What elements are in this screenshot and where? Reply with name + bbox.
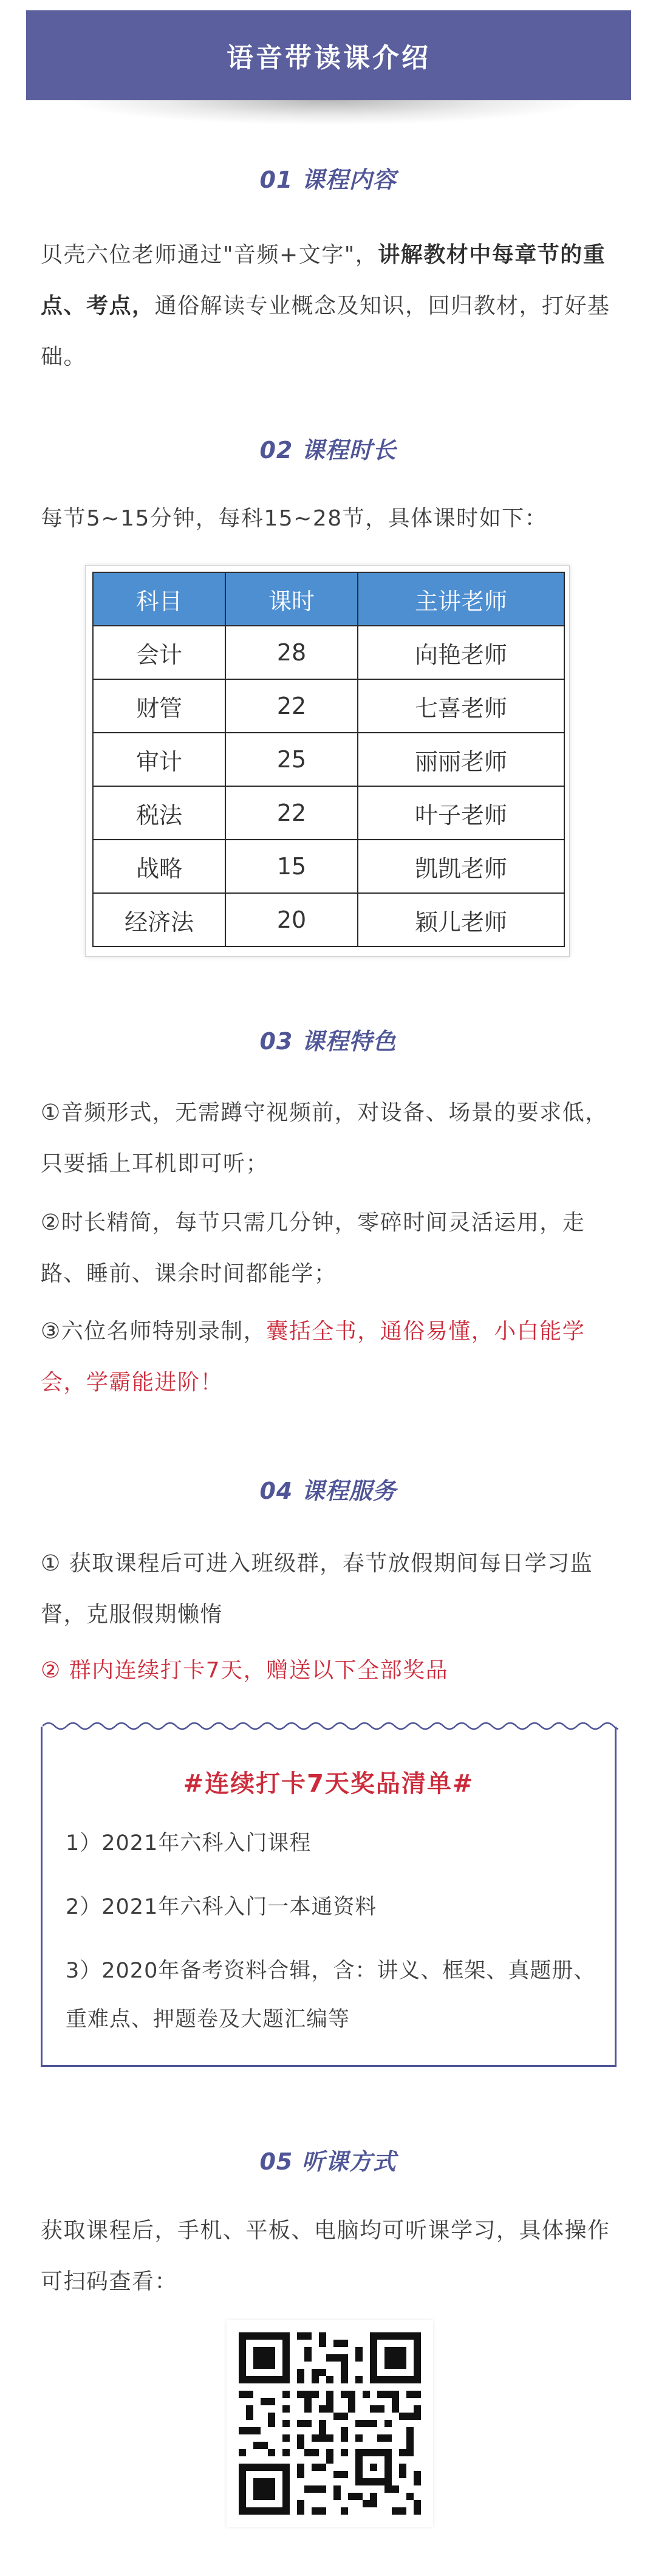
course-table bbox=[85, 565, 570, 957]
section-title-features: 03 课程特色 bbox=[259, 1028, 397, 1055]
cell-subject: 财管 bbox=[93, 679, 225, 733]
cell-hours: 25 bbox=[225, 733, 358, 786]
cell-teacher: 向艳老师 bbox=[358, 626, 564, 679]
table-row bbox=[93, 626, 564, 679]
qr-code-image bbox=[239, 2332, 421, 2515]
f3-text-a: ③六位名师特别录制， bbox=[41, 1319, 267, 1344]
feature-item bbox=[41, 1306, 615, 1408]
prize-title: #连续打卡7天奖品清单# bbox=[183, 1770, 474, 1798]
header-teacher: 主讲老师 bbox=[358, 572, 564, 626]
cell-teacher: 凯凯老师 bbox=[358, 840, 564, 893]
cell-hours: 28 bbox=[225, 626, 358, 679]
header-hours: 课时 bbox=[225, 572, 358, 626]
cell-hours: 22 bbox=[225, 679, 358, 733]
cell-subject: 经济法 bbox=[93, 893, 225, 947]
section-title-content: 01 课程内容 bbox=[259, 166, 397, 193]
prize-item: 3）2020年备考资料合辑，含：讲义、框架、真题册、重难点、押题卷及大题汇编等 bbox=[66, 1959, 596, 2032]
cell-teacher: 颖儿老师 bbox=[358, 893, 564, 947]
sv2-marker: ② bbox=[41, 1658, 69, 1683]
page-banner bbox=[26, 10, 631, 100]
qr-code[interactable] bbox=[227, 2320, 433, 2527]
cell-hours: 22 bbox=[225, 786, 358, 840]
cell-teacher: 叶子老师 bbox=[358, 786, 564, 840]
f3-text-highlight: 囊括全书，通俗易懂，小白能学会，学霸能进阶！ bbox=[41, 1319, 586, 1395]
section-title-listen-method: 05 听课方式 bbox=[259, 2148, 397, 2175]
duration-paragraph: 每节5~15分钟，每科15~28节，具体课时如下： bbox=[41, 506, 548, 531]
p1-text-c: 通俗解读专业概念及知识，回归教材，打好基础。 bbox=[41, 293, 610, 369]
table-row bbox=[93, 786, 564, 840]
section-title-services: 04 课程服务 bbox=[259, 1478, 397, 1504]
p1-text-bold: 讲解教材中每章节的重点、考点， bbox=[41, 242, 606, 318]
cell-subject: 会计 bbox=[93, 626, 225, 679]
course-content-paragraph bbox=[41, 230, 615, 383]
sv2-text-highlight: 群内连续打卡7天，赠送以下全部奖品 bbox=[69, 1658, 449, 1683]
cell-subject: 战略 bbox=[93, 840, 225, 893]
feature-item: ②时长精简，每节只需几分钟，零碎时间灵活运用，走路、睡前、课余时间都能学； bbox=[41, 1210, 586, 1286]
cell-teacher: 七喜老师 bbox=[358, 679, 564, 733]
wavy-border-decoration bbox=[43, 1717, 618, 1735]
prize-item: 1）2021年六科入门课程 bbox=[66, 1831, 312, 1855]
cell-subject: 税法 bbox=[93, 786, 225, 840]
header-subject: 科目 bbox=[93, 572, 225, 626]
cell-teacher: 丽丽老师 bbox=[358, 733, 564, 786]
banner-shadow bbox=[73, 100, 583, 125]
service-item bbox=[41, 1645, 615, 1696]
prize-item: 2）2021年六科入门一本通资料 bbox=[66, 1895, 377, 1919]
service-item: ① 获取课程后可进入班级群，春节放假期间每日学习监督，克服假期懒惰 bbox=[41, 1551, 593, 1627]
table-row bbox=[93, 893, 564, 947]
table-header-row bbox=[93, 572, 564, 626]
listen-method-paragraph: 获取课程后，手机、平板、电脑均可听课学习，具体操作可扫码查看： bbox=[41, 2218, 610, 2294]
section-title-duration: 02 课程时长 bbox=[259, 437, 397, 464]
cell-hours: 20 bbox=[225, 893, 358, 947]
p1-text-a: 贝壳六位老师通过"音频+文字"， bbox=[41, 242, 378, 267]
cell-subject: 审计 bbox=[93, 733, 225, 786]
table-row bbox=[93, 679, 564, 733]
cell-hours: 15 bbox=[225, 840, 358, 893]
banner-title: 语音带读课介绍 bbox=[227, 43, 431, 74]
prize-box bbox=[41, 1727, 617, 2067]
feature-item: ①音频形式，无需蹲守视频前，对设备、场景的要求低，只要插上耳机即可听； bbox=[41, 1100, 608, 1176]
table-row bbox=[93, 733, 564, 786]
table-row bbox=[93, 840, 564, 893]
